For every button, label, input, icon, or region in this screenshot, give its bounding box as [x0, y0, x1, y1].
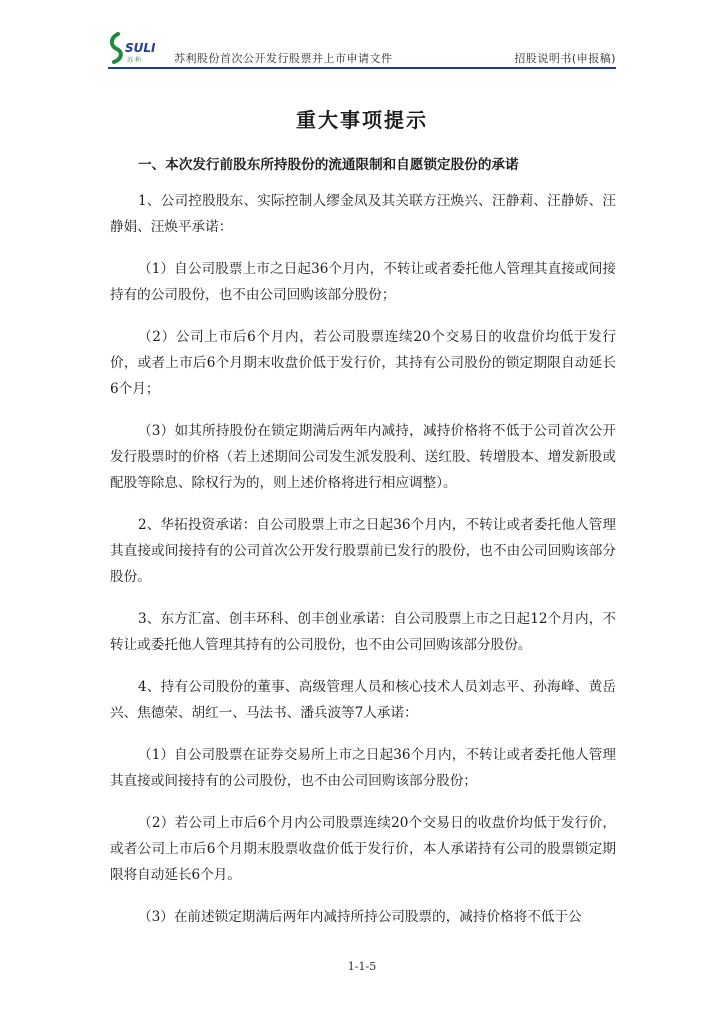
suli-logo-icon [108, 30, 168, 64]
paragraph: 1、公司控股股东、实际控制人缪金凤及其关联方汪焕兴、汪静莉、汪静娇、汪静娟、汪焕平承诺： [110, 193, 616, 235]
main-content [110, 152, 616, 946]
paragraph: （3）在前述锁定期满后两年内减持所持公司股票的，减持价格将不低于公 [138, 909, 582, 925]
page-title: 重大事项提示 [296, 108, 428, 132]
section-heading: 一、本次发行前股东所持股份的流通限制和自愿锁定股份的承诺 [138, 157, 519, 173]
page-header [108, 30, 616, 66]
logo-subtext: 苏 利 [127, 57, 141, 64]
paragraph: （2）公司上市后6个月内，若公司股票连续20个交易日的收盘价均低于发行价，或者上市后6个月期末收盘价低于发行价，其持有公司股份的锁定期限自动延长6个月； [110, 329, 616, 397]
header-company-line: 苏利股份首次公开发行股票并上市申请文件 [174, 52, 393, 65]
header-rule [108, 67, 616, 69]
page-number: 1-1-5 [347, 960, 377, 973]
paragraph: 4、持有公司股份的董事、高级管理人员和核心技术人员刘志平、孙海峰、黄岳兴、焦德荣、胡红一、马法书、潘兵波等7人承诺： [110, 679, 616, 721]
paragraph: 2、华拓投资承诺：自公司股票上市之日起36个月内，不转让或者委托他人管理其直接或间接持有的公司首次公开发行股票前已发行的股份，也不由公司回购该部分股份。 [110, 517, 616, 585]
paragraph: （2）若公司上市后6个月内公司股票连续20个交易日的收盘价均低于发行价，或者公司上市后6个月期末股票收盘价低于发行价，本人承诺持有公司的股票锁定期限将自动延长6个月。 [110, 815, 616, 883]
paragraph: （1）自公司股票上市之日起36个月内，不转让或者委托他人管理其直接或间接持有的公司股份，也不由公司回购该部分股份； [110, 261, 616, 303]
paragraph: 3、东方汇富、创丰环科、创丰创业承诺：自公司股票上市之日起12个月内，不转让或委托他人管理其持有的公司股份，也不由公司回购该部分股份。 [110, 611, 616, 653]
logo-text: SULI [125, 41, 156, 55]
header-document-type: 招股说明书(申报稿) [514, 52, 616, 65]
paragraph: （1）自公司股票在证券交易所上市之日起36个月内，不转让或者委托他人管理其直接或间接持有的公司股份，也不由公司回购该部分股份； [110, 747, 616, 789]
company-logo [108, 30, 168, 64]
paragraph: （3）如其所持股份在锁定期满后两年内减持，减持价格将不低于公司首次公开发行股票时的价格（若上述期间公司发生派发股利、送红股、转增股本、增发新股或配股等除息、除权行为的，则上述价格将进行相应调整）。 [110, 423, 616, 491]
